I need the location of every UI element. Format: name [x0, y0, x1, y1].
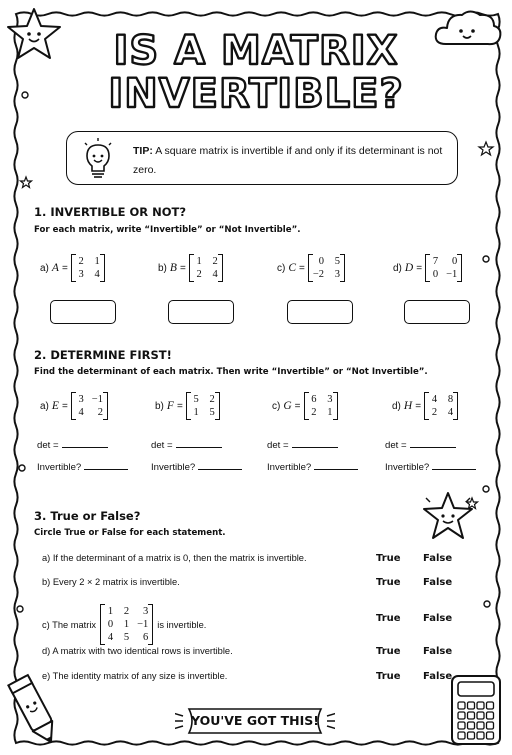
item-label: a)	[40, 400, 49, 412]
pencil-icon	[4, 668, 64, 750]
matrix-entry: −1	[137, 619, 149, 630]
matrix-entry: −1	[446, 269, 458, 280]
matrix-item	[392, 392, 458, 420]
matrix-item	[40, 392, 108, 420]
matrix	[71, 392, 108, 420]
matrix	[186, 392, 220, 420]
section2-instruction: Find the determinant of each matrix. Then write “Invertible” or “Not Invertible”.	[34, 367, 428, 377]
matrix-entry: 2	[123, 606, 130, 617]
matrix-entry: 1	[107, 606, 114, 617]
invertible-label: Invertible?	[37, 462, 82, 473]
matrix	[425, 254, 462, 282]
matrix-entry: 1	[327, 407, 333, 418]
matrix-entry: −1	[91, 394, 103, 405]
matrix-entry: 1	[94, 256, 100, 267]
section1-instruction: For each matrix, write “Invertible” or “Not Invertible”.	[34, 225, 301, 235]
equals-sign: =	[61, 400, 68, 412]
matrix-entry: 6	[143, 632, 149, 643]
matrix-entry: 3	[143, 606, 149, 617]
det-line[interactable]	[385, 440, 456, 451]
det-label: det =	[267, 440, 289, 451]
matrix-variable: A	[51, 262, 59, 274]
det-label: det =	[151, 440, 173, 451]
matrix-variable: D	[404, 262, 414, 274]
matrix-variable: F	[166, 400, 174, 412]
matrix-entry: 3	[78, 269, 84, 280]
matrix	[308, 254, 345, 282]
statement-row	[42, 577, 180, 587]
invertible-label: Invertible?	[151, 462, 196, 473]
matrix-entry: −2	[312, 269, 325, 280]
equals-sign: =	[179, 262, 186, 274]
false-option[interactable]: False	[423, 553, 453, 564]
statement-row	[42, 553, 307, 563]
section1-heading: 1. INVERTIBLE OR NOT?	[34, 205, 186, 219]
matrix-entry: 2	[97, 407, 103, 418]
matrix-entry: 7	[432, 256, 439, 267]
matrix	[189, 254, 223, 282]
det-label: det =	[37, 440, 59, 451]
matrix-entry: 0	[451, 256, 458, 267]
statement-text: d) A matrix with two identical rows is invertible.	[42, 646, 233, 656]
true-option[interactable]: True	[376, 553, 401, 564]
matrix-entry: 2	[196, 269, 202, 280]
item-label: a)	[40, 262, 49, 274]
item-label: b)	[155, 400, 164, 412]
matrix-entry: 2	[209, 394, 215, 405]
true-option[interactable]: True	[376, 577, 401, 588]
equals-sign: =	[176, 400, 183, 412]
statement-text: c) The matrix	[42, 619, 97, 630]
equals-sign: =	[299, 262, 305, 274]
matrix-entry: 3	[327, 394, 333, 405]
matrix-entry: 8	[447, 394, 454, 405]
matrix-entry: 0	[318, 256, 325, 267]
answer-box-d[interactable]	[404, 300, 470, 324]
matrix-entry: 4	[447, 407, 454, 418]
section3-heading: 3. True or False?	[34, 509, 141, 523]
page-title	[40, 24, 472, 114]
det-label: det =	[385, 440, 407, 451]
matrix	[100, 604, 153, 645]
false-option[interactable]: False	[423, 671, 453, 682]
matrix-entry: 3	[334, 269, 341, 280]
false-option[interactable]: False	[423, 646, 453, 657]
matrix-entry: 4	[431, 394, 438, 405]
matrix-entry: 3	[78, 394, 84, 405]
matrix-entry: 2	[212, 256, 218, 267]
star-face-icon	[420, 490, 476, 542]
matrix-item	[393, 254, 462, 282]
statement-text: e) The identity matrix of any size is invertible.	[42, 671, 228, 681]
matrix-variable: B	[169, 262, 177, 274]
item-label: d)	[392, 400, 401, 412]
item-label: c)	[277, 262, 286, 274]
false-option[interactable]: False	[423, 577, 453, 588]
matrix-item	[277, 254, 345, 282]
invertible-line[interactable]	[267, 462, 358, 473]
matrix-entry: 2	[311, 407, 317, 418]
answer-box-c[interactable]	[287, 300, 353, 324]
true-option[interactable]: True	[376, 613, 401, 624]
invertible-label: Invertible?	[385, 462, 430, 473]
statement-text: b) Every 2 × 2 matrix is invertible.	[42, 577, 180, 587]
answer-box-b[interactable]	[168, 300, 234, 324]
tip-label: TIP:	[133, 145, 153, 157]
item-label: b)	[158, 262, 167, 274]
encouragement-banner	[175, 708, 335, 734]
matrix-entry: 1	[123, 619, 130, 630]
equals-sign: =	[294, 400, 301, 412]
equals-sign: =	[61, 262, 68, 274]
statement-text: a) If the determinant of a matrix is 0, then the matrix is invertible.	[42, 553, 307, 563]
matrix-entry: 5	[334, 256, 341, 267]
det-line[interactable]	[37, 440, 108, 451]
matrix-entry: 6	[311, 394, 317, 405]
matrix-entry: 4	[78, 407, 84, 418]
invertible-line[interactable]	[385, 462, 476, 473]
invertible-line[interactable]	[151, 462, 242, 473]
title-line-2: INVERTIBLE?	[108, 71, 404, 114]
matrix-entry: 4	[94, 269, 100, 280]
matrix-item	[155, 392, 220, 420]
matrix-entry: 5	[123, 632, 130, 643]
section2-heading: 2. DETERMINE FIRST!	[34, 348, 172, 362]
matrix-variable: E	[51, 400, 59, 412]
tip-body: A square matrix is invertible if and only if its determinant is not zero.	[133, 145, 443, 176]
matrix-entry: 5	[209, 407, 215, 418]
matrix	[304, 392, 338, 420]
equals-sign: =	[416, 262, 423, 274]
tip-text	[133, 142, 447, 180]
tip-box	[66, 131, 458, 185]
matrix-entry: 1	[193, 407, 199, 418]
det-line[interactable]	[267, 440, 338, 451]
invertible-line[interactable]	[37, 462, 128, 473]
title-line-1: IS A MATRIX	[113, 28, 399, 74]
matrix-entry: 0	[432, 269, 439, 280]
calculator-icon	[448, 672, 504, 748]
false-option[interactable]: False	[423, 613, 453, 624]
det-line[interactable]	[151, 440, 222, 451]
matrix-item	[158, 254, 223, 282]
matrix-item	[40, 254, 105, 282]
matrix-variable: C	[288, 262, 297, 274]
item-label: d)	[393, 262, 402, 274]
matrix-entry: 4	[107, 632, 114, 643]
matrix-entry: 1	[196, 256, 202, 267]
true-option[interactable]: True	[376, 646, 401, 657]
matrix-entry: 2	[431, 407, 438, 418]
banner-text: YOU'VE GOT THIS!	[191, 713, 319, 728]
invertible-label: Invertible?	[267, 462, 312, 473]
statement-row	[42, 604, 206, 645]
matrix-entry: 2	[78, 256, 84, 267]
statement-text-end: is invertible.	[157, 619, 207, 630]
lightbulb-icon	[81, 138, 115, 180]
matrix	[424, 392, 458, 420]
statement-row	[42, 646, 233, 656]
true-option[interactable]: True	[376, 671, 401, 682]
statement-row	[42, 671, 227, 681]
matrix-variable: G	[283, 400, 292, 412]
equals-sign: =	[415, 400, 422, 412]
item-label: c)	[272, 400, 281, 412]
answer-box-a[interactable]	[50, 300, 116, 324]
matrix-entry: 4	[212, 269, 218, 280]
matrix-entry: 5	[193, 394, 199, 405]
section3-instruction: Circle True or False for each statement.	[34, 528, 226, 538]
matrix-variable: H	[403, 400, 413, 412]
matrix-item	[272, 392, 338, 420]
matrix-entry: 0	[107, 619, 114, 630]
matrix	[71, 254, 105, 282]
